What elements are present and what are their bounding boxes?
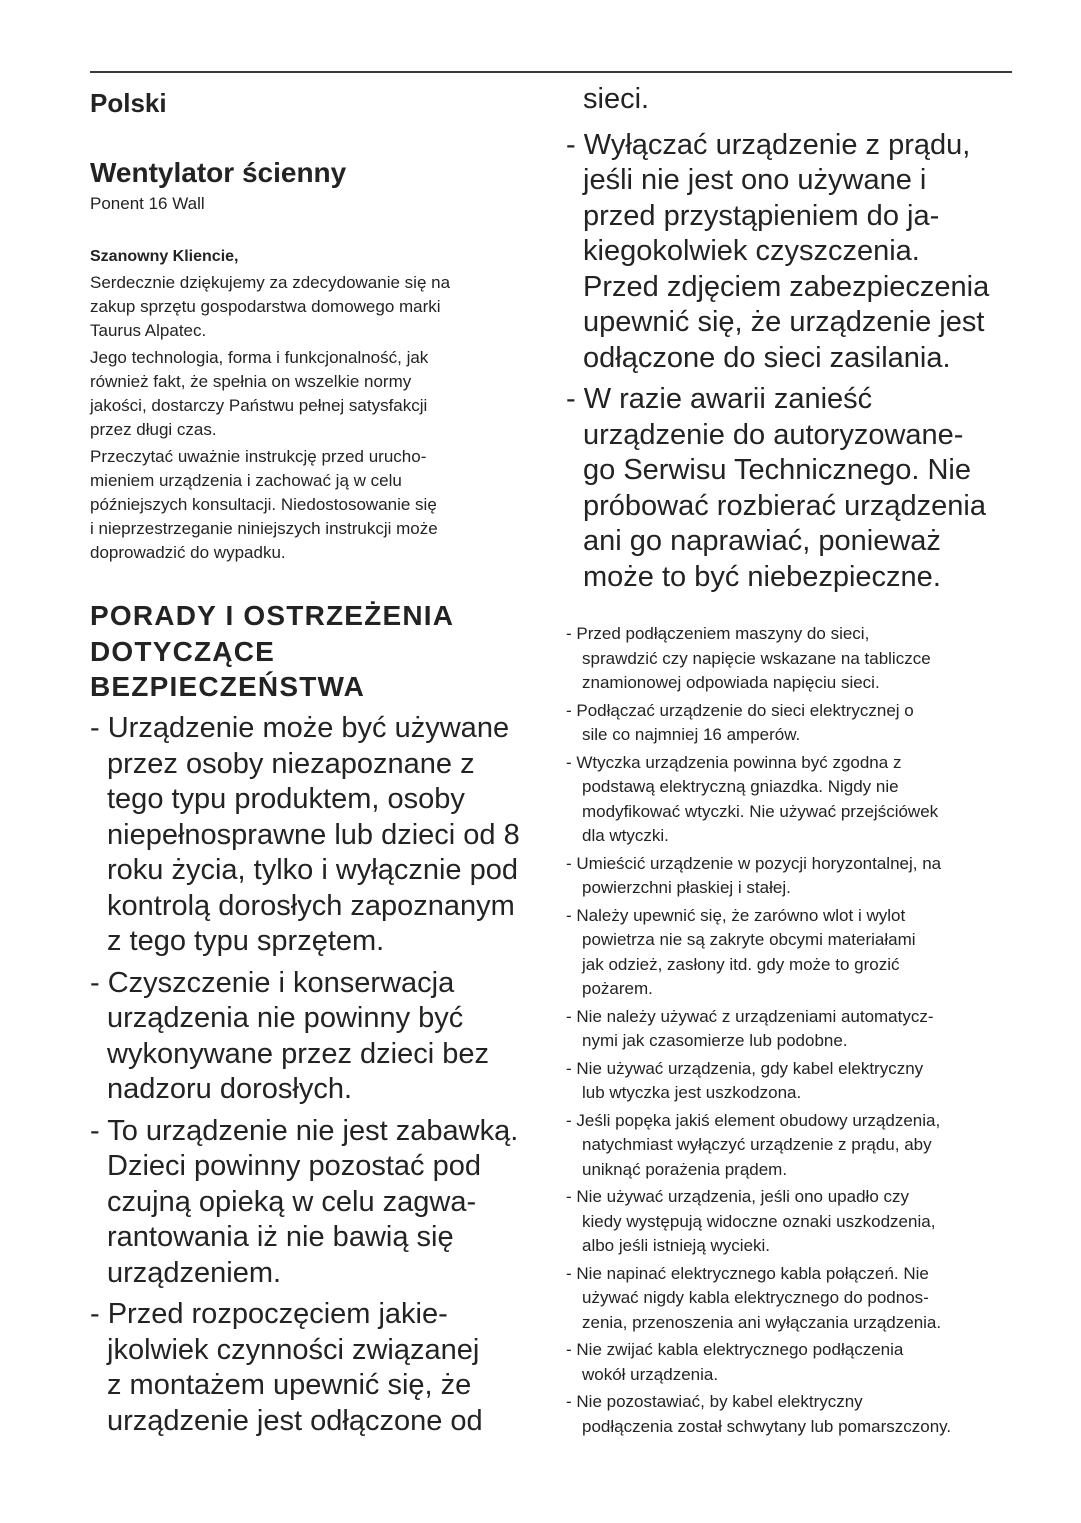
language-heading: Polski (90, 88, 167, 118)
warning-item: - Czyszczenie i konserwacja urządzenia nie powinny być wykonywane przez dzieci bez nadzoru dorosłych. (90, 966, 490, 1105)
warning-item: - Umieścić urządzenie w pozycji horyzontalnej, na powierzchni płaskiej i stałej. (566, 853, 942, 897)
warning-item: - Nie używać urządzenia, jeśli ono upadło czy kiedy występują widoczne oznaki uszkodzenia, albo jeśli istnieją wycieki. (566, 1187, 936, 1255)
large-warnings-right (566, 82, 989, 601)
warning-item: - Nie napinać elektrycznego kabla połączeń. Nie używać nigdy kabla elektrycznego do podnos- zenia, przenoszenia ani wyłączania urządzenia. (566, 1263, 942, 1332)
intro-paragraph: Przeczytać uważnie instrukcję przed urucho- mieniem urządzenia i zachować ją w celu późniejszych konsultacji. Niedostosowanie się i nieprzestrzeganie niniejszych instrukcji może doprowadzić do wypadku. (90, 447, 438, 562)
warning-item: - Wyłączać urządzenie z prądu, jeśli nie jest ono używane i przed przystąpieniem do ja- kiegokolwiek czyszczenia. Przed zdjęciem zabezpieczenia upewnić się, że urządzenie jest odłączone do sieci zasilania. (566, 128, 990, 374)
greeting: Szanowny Kliencie, (90, 248, 239, 265)
warning-item: - Przed rozpoczęciem jakie- jkolwiek czynności związanej z montażem upewnić się, że urządzenie jest odłączone od (90, 1298, 483, 1437)
top-divider (90, 71, 1012, 73)
warning-item: - Należy upewnić się, że zarówno wlot i wylot powietrza nie są zakryte obcymi materiałami jak odzież, zasłony itd. gdy może to grozić pożarem. (566, 905, 916, 998)
intro-paragraph: Jego technologia, forma i funkcjonalność, jak również fakt, że spełnia on wszelkie normy jakości, dostarczy Państwu pełnej satysfakcji przez długi czas. (90, 348, 429, 439)
warning-item: - Nie zwijać kabla elektrycznego podłączenia wokół urządzenia. (566, 1340, 904, 1384)
product-model: Ponent 16 Wall (90, 194, 205, 213)
warning-item: - W razie awarii zanieść urządzenie do autoryzowane- go Serwisu Technicznego. Nie próbować rozbierać urządzenia ani go naprawiać, ponieważ może to być niebezpieczne. (566, 383, 986, 593)
warning-item: - Przed podłączeniem maszyny do sieci, sprawdzić czy napięcie wskazane na tabliczce znamionowej odpowiada napięciu sieci. (566, 624, 931, 692)
intro-paragraph: Serdecznie dziękujemy za zdecydowanie się na zakup sprzętu gospodarstwa domowego marki Taurus Alpatec. (90, 273, 451, 340)
large-warnings-left (90, 711, 520, 1445)
warning-item: - Jeśli popęka jakiś element obudowy urządzenia, natychmiast wyłączyć urządzenie z prądu, aby uniknąć porażenia prądem. (566, 1110, 941, 1179)
warning-item: - Urządzenie może być używane przez osoby niezapoznane z tego typu produktem, osoby niepełnosprawne lub dzieci od 8 roku życia, tylko i wyłącznie pod kontrolą dorosłych zapoznanym z tego typu sprzętem. (90, 712, 520, 957)
warning-item: - Wtyczka urządzenia powinna być zgodna z podstawą elektryczną gniazdka. Nigdy nie modyfikować wtyczki. Nie używać przejściówek dla wtyczki. (566, 752, 939, 845)
warning-item: - To urządzenie nie jest zabawką. Dzieci powinny pozostać pod czujną opieką w celu zagwa- rantowania iż nie bawią się urządzeniem. (90, 1114, 519, 1289)
warning-item: - Nie pozostawiać, by kabel elektryczny podłączenia został schwytany lub pomarszczony. (566, 1392, 952, 1436)
warning-item: - Nie należy używać z urządzeniami automatycz- nymi jak czasomierze lub podobne. (566, 1006, 934, 1050)
small-warnings (566, 622, 951, 1442)
warning-continuation: sieci. (583, 83, 650, 115)
intro-text (90, 271, 540, 568)
warning-item: - Podłączać urządzenie do sieci elektrycznej o sile co najmniej 16 amperów. (566, 700, 914, 744)
warning-item: - Nie używać urządzenia, gdy kabel elektryczny lub wtyczka jest uszkodzona. (566, 1058, 924, 1102)
product-title: Wentylator ścienny (90, 157, 347, 188)
safety-heading: PORADY I OSTRZEŻENIA DOTYCZĄCE BEZPIECZEŃSTWA (90, 600, 455, 702)
